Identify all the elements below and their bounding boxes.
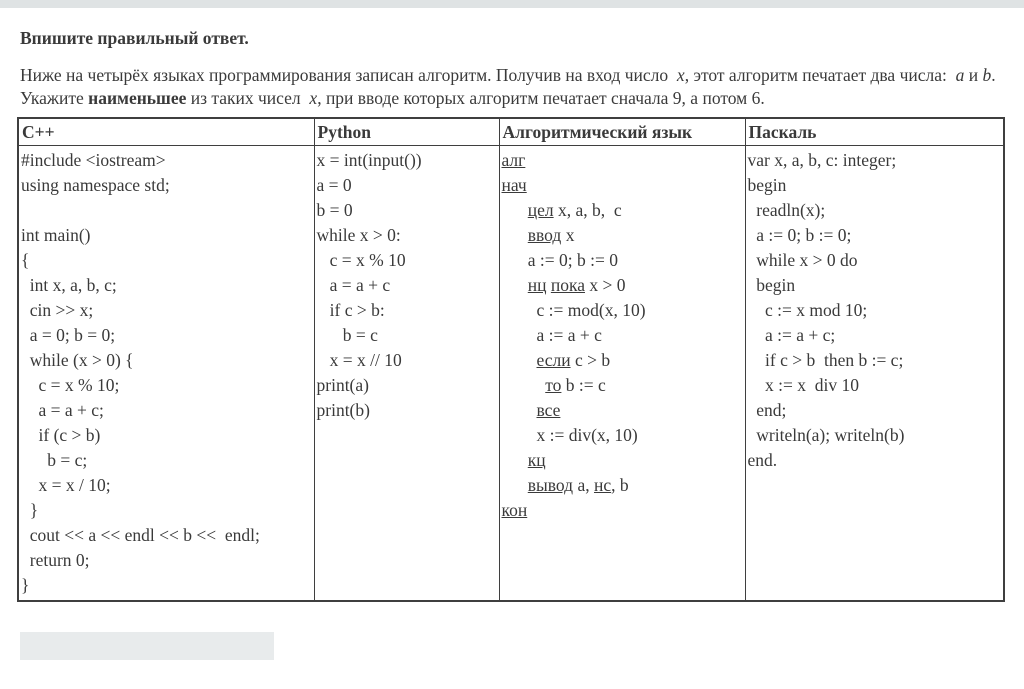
code-text: b := c [561,375,606,395]
code-line: cin >> x; [21,300,94,320]
code-text: , b [611,475,629,495]
keyword-underlined: ввод [527,225,562,245]
code-line [502,423,743,448]
code-line [502,348,743,373]
code-line: b = c [316,325,378,345]
code-line: a := 0; b := 0; [747,225,852,245]
prompt-segment: из таких чисел [186,88,310,108]
code-text [502,450,528,470]
code-line: int x, a, b, c; [21,275,117,295]
prompt-segment: и [964,65,983,85]
code-line: #include <iostream> [21,150,166,170]
code-line: { [21,250,30,270]
code-line: begin [747,175,787,195]
prompt-segment: , при вводе которых алгоритм печатает сначала 9, а потом 6. [317,88,765,108]
prompt-segment: b [982,65,992,85]
code-line [502,448,743,473]
code-line [502,273,743,298]
column-header-1: Python [314,118,499,146]
code-line: var x, a, b, c: integer; [747,150,897,170]
code-line [502,398,743,423]
code-line [502,148,743,173]
keyword-underlined: нц [527,275,547,295]
column-header-2: Алгоритмический язык [499,118,745,146]
code-line: a := a + c; [747,325,836,345]
code-text: a := a + c [501,325,602,345]
code-table [17,117,1005,602]
prompt-segment: наименьшее [88,88,187,108]
prompt-segment: x [676,65,685,85]
code-text [502,375,546,395]
code-line: a = 0 [316,175,352,195]
column-header-0: C++ [18,118,314,146]
code-line: a = a + c [316,275,391,295]
keyword-underlined: кц [527,450,546,470]
code-line: if c > b then b := c; [747,350,904,370]
keyword-underlined: если [536,350,571,370]
code-line: readln(x); [747,200,826,220]
code-cell-0 [18,146,314,602]
code-line: } [21,500,39,520]
code-text [502,275,528,295]
code-line: writeln(a); writeln(b) [747,425,905,445]
code-cell-3 [745,146,1004,602]
keyword-underlined: вывод [527,475,574,495]
column-header-3: Паскаль [745,118,1004,146]
keyword-underlined: кон [501,500,528,520]
code-text: x [561,225,575,245]
code-line: int main() [21,225,91,245]
code-line [502,473,743,498]
code-line: print(b) [316,400,370,420]
keyword-underlined: все [536,400,561,420]
code-line: begin [747,275,796,295]
code-cell-2 [499,146,745,602]
code-line: } [21,575,30,595]
code-line: c = x % 10; [21,375,120,395]
code-text: c > b [570,350,611,370]
code-text: x := div(x, 10) [501,425,638,445]
keyword-underlined: цел [527,200,554,220]
code-line: a = a + c; [21,400,104,420]
code-line: b = c; [21,450,88,470]
keyword-underlined: алг [501,150,526,170]
table-body-row [18,146,1004,602]
code-line [502,248,743,273]
code-line: if c > b: [316,300,385,320]
code-text [502,200,528,220]
prompt-segment: a [955,65,965,85]
code-line: x = x / 10; [21,475,111,495]
code-line [502,198,743,223]
prompt-text [20,64,1015,110]
keyword-underlined: нач [501,175,527,195]
code-line [502,373,743,398]
code-line: x := x div 10 [747,375,859,395]
code-text: a, [573,475,594,495]
code-text [502,225,528,245]
code-line [502,223,743,248]
code-line: while x > 0: [316,225,401,245]
code-line: if (c > b) [21,425,101,445]
prompt-segment: . Укажите [20,65,996,108]
top-bar [0,0,1024,8]
code-line [502,298,743,323]
code-text [502,475,528,495]
code-line: x = int(input()) [316,150,422,170]
table-header-row [18,118,1004,146]
code-line: a = 0; b = 0; [21,325,116,345]
code-line: end; [747,400,787,420]
code-text [502,350,537,370]
keyword-underlined: то [545,375,562,395]
answer-input[interactable] [20,632,274,660]
code-line: cout << a << endl << b << endl; [21,525,260,545]
code-line: b = 0 [316,200,353,220]
code-cell-1 [314,146,499,602]
code-text: x, a, b, c [553,200,622,220]
code-line: c = x % 10 [316,250,406,270]
code-text: x > 0 [584,275,626,295]
code-text: a := 0; b := 0 [501,250,618,270]
code-line: while x > 0 do [747,250,858,270]
code-line: c := x mod 10; [747,300,868,320]
keyword-underlined: пока [550,275,585,295]
code-line: end. [747,450,778,470]
prompt-segment: x [309,88,318,108]
code-line [502,323,743,348]
code-line [21,198,312,223]
code-line: while (x > 0) { [21,350,134,370]
prompt-title: Впишите правильный ответ. [20,28,249,48]
code-line: print(a) [316,375,369,395]
code-line: return 0; [21,550,90,570]
code-text: c := mod(x, 10) [501,300,646,320]
prompt-segment: , этот алгоритм печатает два числа: [684,65,956,85]
code-text [502,400,537,420]
prompt-segment: Ниже на четырёх языках программирования записан алгоритм. Получив на вход число [20,65,677,85]
keyword-underlined: нс [593,475,612,495]
code-line [502,173,743,198]
code-line [502,498,743,523]
code-line: using namespace std; [21,175,170,195]
code-line: x = x // 10 [316,350,402,370]
